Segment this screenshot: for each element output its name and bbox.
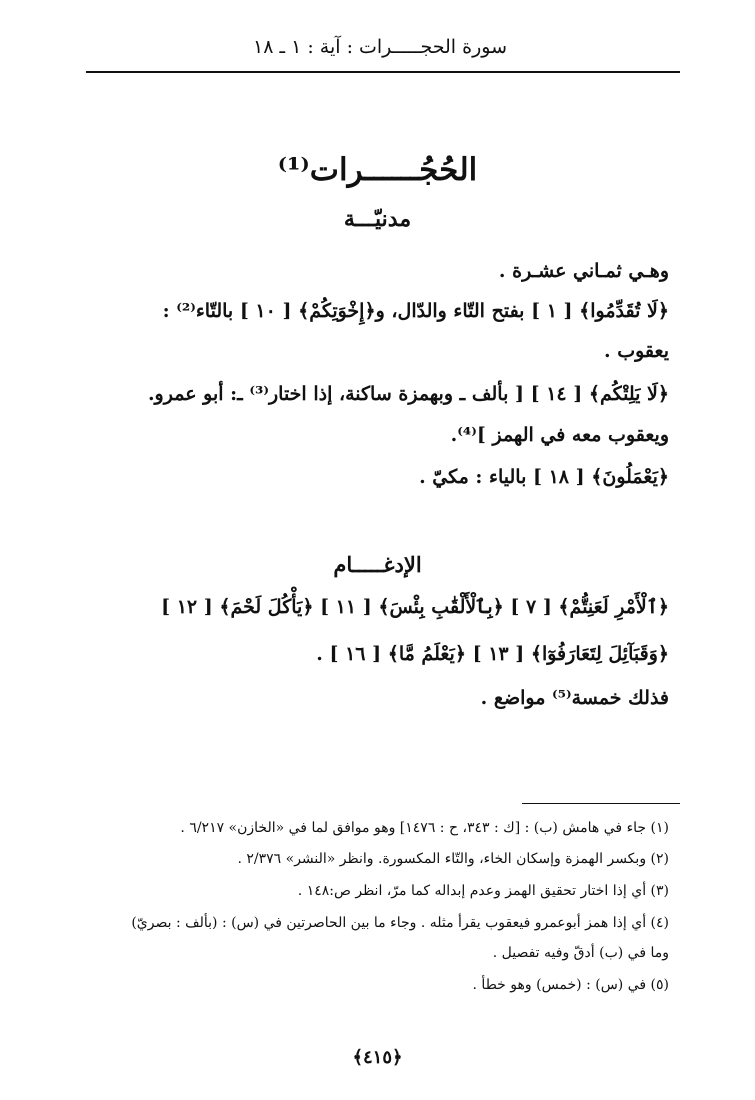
footnote: (٥) في (س) : (خمس) وهو خطأ .	[472, 977, 669, 993]
body-line: ﴿يَعْمَلُونَ﴾ [ ١٨ ] بالياء : مكيّ .	[419, 466, 669, 488]
body-line: ويعقوب معه في الهمز ]⁽⁴⁾.	[450, 424, 669, 446]
idgham-line: فذلك خمسة⁽⁵⁾ مواضع .	[480, 687, 669, 709]
footnote: وما في (ب) أدقّ وفيه تفصيل .	[492, 945, 669, 961]
footnote: (٢) وبكسر الهمزة وإسكان الخاء، والتّاء المكسورة. وانظر «النشر» ٢/٣٧٦ .	[237, 851, 669, 867]
body-line: ﴿لَا يَلِتْكُم﴾ [ ١٤ ] [ بألف ـ وبهمزة ساكنة، إذا اختار⁽³⁾ ـ: أبو عمرو.	[147, 383, 669, 405]
surah-title: الحُجُــــــرات⁽¹⁾	[277, 152, 478, 188]
surah-subtitle: مدنيّـــة	[343, 206, 412, 232]
page-number: ﴿٤١٥﴾	[352, 1047, 403, 1068]
idgham-line: ﴿وَقَبَآئِلَ لِتَعَارَفُوٓا﴾ [ ١٣ ] ﴿يَعْلَمُ مَّا﴾ [ ١٦ ] .	[316, 643, 669, 665]
footnote: (٤) أي إذا همز أبوعمرو فيعقوب يقرأ مثله . وجاء ما بين الحاصرتين في (س) : (بألف : بصريّ)	[131, 915, 669, 931]
footnote: (١) جاء في هامش (ب) : [ك : ٣٤٣، ح : ١٤٧٦] وهو موافق لما في «الخازن» ٦/٢١٧ .	[180, 820, 669, 836]
section-title-idgham: الإدغـــــام	[333, 552, 422, 577]
body-line: ﴿لَا تُقَدِّمُوا﴾ [ ١ ] بفتح التّاء والدّال، و﴿إِخْوَتِكُمْ﴾ [ ١٠ ] بالتّاء⁽²⁾ :	[162, 300, 669, 322]
running-head: سورة الحجـــــرات : آية : ١ ـ ١٨	[253, 36, 507, 58]
body-line: وهـي ثمـاني عشـرة .	[498, 260, 669, 282]
body-line: يعقوب .	[604, 340, 669, 362]
footnote: (٣) أي إذا اختار تحقيق الهمز وعدم إبداله كما مرّ، انظر ص:١٤٨ .	[297, 883, 669, 899]
footnote-rule	[522, 803, 680, 804]
header-rule	[86, 71, 680, 73]
idgham-line: ﴿ٱلْأَمْرِ لَعَنِتُّمْ﴾ [ ٧ ] ﴿بِٱلْأَلْقَٰبِ بِئْسَ﴾ [ ١١ ] ﴿يَأْكُلَ لَحْمَ﴾ [ ١٢ ]	[161, 596, 669, 618]
